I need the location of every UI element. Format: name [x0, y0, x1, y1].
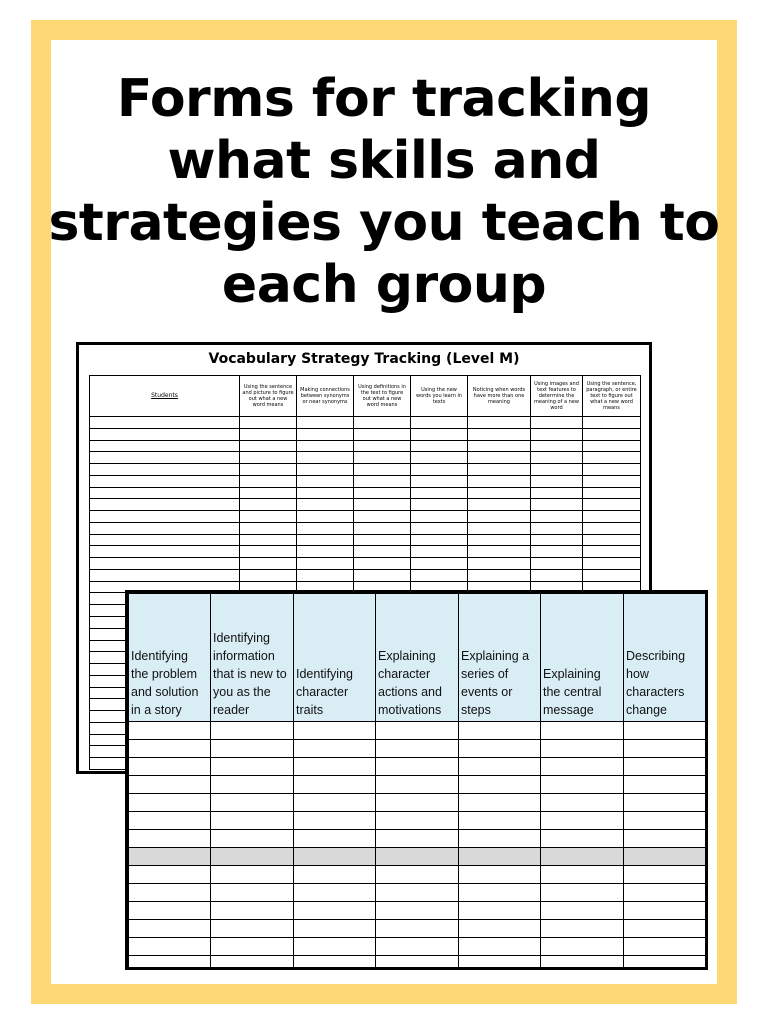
table-row	[90, 487, 641, 499]
empty-cell	[297, 428, 354, 440]
empty-cell	[211, 902, 294, 920]
empty-cell	[297, 417, 354, 429]
empty-cell	[531, 569, 583, 581]
empty-cell	[468, 534, 531, 546]
empty-cell	[211, 794, 294, 812]
empty-cell	[411, 499, 468, 511]
table-row	[90, 417, 641, 429]
empty-cell	[240, 511, 297, 523]
empty-cell	[583, 546, 641, 558]
empty-cell	[459, 866, 541, 884]
vocab-header-7: Using the sentence, paragraph, or entire text to figure out what a new word means	[583, 376, 641, 417]
empty-cell	[541, 830, 624, 848]
empty-cell	[297, 499, 354, 511]
headline-line-1: Forms for tracking	[116, 69, 652, 129]
empty-cell	[211, 812, 294, 830]
empty-cell	[90, 569, 240, 581]
headline-line-3: strategies you teach to	[48, 193, 720, 253]
empty-cell	[376, 902, 459, 920]
empty-cell	[583, 428, 641, 440]
vocab-header-5: Noticing when words have more than one meaning	[468, 376, 531, 417]
empty-cell	[468, 452, 531, 464]
empty-cell	[240, 487, 297, 499]
skills-header-4: Explaining character actions and motivations	[376, 594, 459, 722]
empty-cell	[459, 920, 541, 938]
empty-cell	[129, 956, 211, 971]
empty-cell	[459, 722, 541, 740]
empty-cell	[211, 776, 294, 794]
empty-cell	[624, 902, 706, 920]
empty-cell	[90, 487, 240, 499]
empty-cell	[240, 534, 297, 546]
table-row	[90, 534, 641, 546]
vocabulary-sheet-title: Vocabulary Strategy Tracking (Level M)	[208, 351, 520, 367]
empty-cell	[624, 758, 706, 776]
empty-cell	[240, 569, 297, 581]
empty-cell	[294, 812, 376, 830]
empty-cell	[459, 758, 541, 776]
empty-cell	[297, 569, 354, 581]
empty-cell	[468, 546, 531, 558]
empty-cell	[459, 794, 541, 812]
empty-cell	[531, 511, 583, 523]
empty-cell	[376, 938, 459, 956]
table-row	[129, 722, 706, 740]
empty-cell	[624, 956, 706, 971]
table-row	[90, 475, 641, 487]
empty-cell	[531, 464, 583, 476]
empty-cell	[468, 511, 531, 523]
empty-cell	[531, 522, 583, 534]
empty-cell	[411, 534, 468, 546]
empty-cell	[211, 740, 294, 758]
empty-cell	[90, 522, 240, 534]
table-row	[129, 794, 706, 812]
table-row	[90, 569, 641, 581]
empty-cell	[624, 938, 706, 956]
empty-cell	[624, 812, 706, 830]
empty-cell	[376, 956, 459, 971]
empty-cell	[294, 740, 376, 758]
empty-cell	[376, 812, 459, 830]
empty-cell	[354, 452, 411, 464]
empty-cell	[211, 758, 294, 776]
table-row	[129, 758, 706, 776]
empty-cell	[541, 776, 624, 794]
empty-cell	[294, 902, 376, 920]
empty-cell	[211, 722, 294, 740]
empty-cell	[541, 884, 624, 902]
empty-cell	[411, 417, 468, 429]
empty-cell	[129, 740, 211, 758]
empty-cell	[583, 534, 641, 546]
empty-cell	[411, 428, 468, 440]
empty-cell	[411, 546, 468, 558]
empty-cell	[211, 830, 294, 848]
empty-cell	[240, 428, 297, 440]
empty-cell	[294, 794, 376, 812]
empty-cell	[354, 569, 411, 581]
empty-cell	[129, 794, 211, 812]
vocab-header-6: Using images and text features to determine the meaning of a new word	[531, 376, 583, 417]
headline	[0, 68, 768, 316]
empty-cell	[459, 776, 541, 794]
table-row	[129, 740, 706, 758]
empty-cell	[541, 938, 624, 956]
empty-cell	[468, 499, 531, 511]
table-row	[129, 866, 706, 884]
empty-cell	[129, 902, 211, 920]
empty-cell	[411, 464, 468, 476]
empty-cell	[583, 499, 641, 511]
vocab-header-2: Making connections between synonyms or near synonyms	[297, 376, 354, 417]
table-row	[90, 499, 641, 511]
empty-cell	[531, 428, 583, 440]
empty-cell	[354, 522, 411, 534]
empty-cell	[583, 511, 641, 523]
empty-cell	[297, 464, 354, 476]
empty-cell	[129, 722, 211, 740]
empty-cell	[376, 848, 459, 866]
empty-cell	[294, 920, 376, 938]
table-row	[129, 848, 706, 866]
empty-cell	[468, 569, 531, 581]
empty-cell	[459, 812, 541, 830]
empty-cell	[129, 866, 211, 884]
empty-cell	[90, 417, 240, 429]
empty-cell	[376, 722, 459, 740]
empty-cell	[294, 830, 376, 848]
empty-cell	[294, 884, 376, 902]
empty-cell	[541, 848, 624, 866]
skills-tracking-table	[128, 593, 706, 970]
empty-cell	[297, 534, 354, 546]
empty-cell	[376, 794, 459, 812]
empty-cell	[624, 920, 706, 938]
empty-cell	[240, 546, 297, 558]
empty-cell	[294, 722, 376, 740]
empty-cell	[459, 956, 541, 971]
empty-cell	[240, 499, 297, 511]
empty-cell	[531, 546, 583, 558]
skills-tracking-sheet	[125, 590, 708, 970]
empty-cell	[354, 511, 411, 523]
vocab-header-1: Using the sentence and picture to figure out what a new word means	[240, 376, 297, 417]
empty-cell	[129, 758, 211, 776]
empty-cell	[624, 776, 706, 794]
empty-cell	[624, 848, 706, 866]
empty-cell	[129, 920, 211, 938]
empty-cell	[459, 848, 541, 866]
empty-cell	[297, 546, 354, 558]
empty-cell	[468, 417, 531, 429]
empty-cell	[297, 522, 354, 534]
empty-cell	[583, 569, 641, 581]
empty-cell	[211, 866, 294, 884]
empty-cell	[541, 794, 624, 812]
empty-cell	[459, 884, 541, 902]
skills-header-row	[129, 594, 706, 722]
empty-cell	[531, 534, 583, 546]
empty-cell	[376, 884, 459, 902]
empty-cell	[583, 522, 641, 534]
empty-cell	[294, 758, 376, 776]
empty-cell	[297, 558, 354, 570]
empty-cell	[468, 428, 531, 440]
empty-cell	[294, 776, 376, 794]
table-row	[129, 776, 706, 794]
table-row	[90, 511, 641, 523]
table-row	[90, 440, 641, 452]
empty-cell	[411, 558, 468, 570]
empty-cell	[459, 740, 541, 758]
empty-cell	[459, 902, 541, 920]
empty-cell	[376, 758, 459, 776]
empty-cell	[411, 511, 468, 523]
empty-cell	[468, 522, 531, 534]
empty-cell	[211, 920, 294, 938]
skills-header-1: Identifying the problem and solution in a story	[129, 594, 211, 722]
table-row	[129, 920, 706, 938]
empty-cell	[90, 452, 240, 464]
empty-cell	[294, 938, 376, 956]
empty-cell	[411, 440, 468, 452]
empty-cell	[531, 452, 583, 464]
skills-header-3: Identifying character traits	[294, 594, 376, 722]
empty-cell	[541, 722, 624, 740]
empty-cell	[583, 475, 641, 487]
empty-cell	[90, 534, 240, 546]
empty-cell	[354, 558, 411, 570]
vocab-header-students: Students	[90, 376, 240, 417]
empty-cell	[90, 546, 240, 558]
empty-cell	[354, 534, 411, 546]
empty-cell	[240, 464, 297, 476]
empty-cell	[297, 487, 354, 499]
empty-cell	[468, 487, 531, 499]
empty-cell	[541, 866, 624, 884]
empty-cell	[211, 884, 294, 902]
empty-cell	[624, 866, 706, 884]
skills-header-5: Explaining a series of events or steps	[459, 594, 541, 722]
table-row	[129, 830, 706, 848]
empty-cell	[294, 866, 376, 884]
empty-cell	[129, 938, 211, 956]
empty-cell	[211, 956, 294, 971]
empty-cell	[583, 464, 641, 476]
empty-cell	[624, 740, 706, 758]
empty-cell	[376, 776, 459, 794]
empty-cell	[354, 428, 411, 440]
empty-cell	[376, 740, 459, 758]
table-row	[129, 812, 706, 830]
empty-cell	[583, 417, 641, 429]
empty-cell	[624, 884, 706, 902]
skills-header-6: Explaining the central message	[541, 594, 624, 722]
empty-cell	[90, 499, 240, 511]
empty-cell	[411, 487, 468, 499]
empty-cell	[531, 558, 583, 570]
empty-cell	[354, 487, 411, 499]
table-row	[90, 452, 641, 464]
empty-cell	[541, 812, 624, 830]
empty-cell	[583, 558, 641, 570]
empty-cell	[624, 830, 706, 848]
empty-cell	[354, 546, 411, 558]
empty-cell	[376, 920, 459, 938]
empty-cell	[531, 487, 583, 499]
empty-cell	[531, 475, 583, 487]
empty-cell	[468, 558, 531, 570]
empty-cell	[297, 440, 354, 452]
empty-cell	[624, 794, 706, 812]
empty-cell	[541, 920, 624, 938]
empty-cell	[531, 499, 583, 511]
empty-cell	[90, 440, 240, 452]
table-row	[129, 938, 706, 956]
empty-cell	[354, 499, 411, 511]
headline-line-2: what skills and	[167, 131, 601, 191]
empty-cell	[541, 740, 624, 758]
empty-cell	[376, 830, 459, 848]
vocabulary-header-row	[90, 376, 641, 417]
empty-cell	[129, 830, 211, 848]
empty-cell	[354, 464, 411, 476]
empty-cell	[294, 956, 376, 971]
table-row	[129, 956, 706, 971]
empty-cell	[297, 511, 354, 523]
empty-cell	[129, 776, 211, 794]
empty-cell	[90, 558, 240, 570]
empty-cell	[354, 417, 411, 429]
empty-cell	[531, 440, 583, 452]
empty-cell	[129, 848, 211, 866]
empty-cell	[240, 452, 297, 464]
empty-cell	[411, 475, 468, 487]
empty-cell	[240, 475, 297, 487]
empty-cell	[354, 440, 411, 452]
empty-cell	[583, 452, 641, 464]
empty-cell	[129, 812, 211, 830]
table-row	[129, 902, 706, 920]
skills-header-7: Describing how characters change	[624, 594, 706, 722]
empty-cell	[297, 475, 354, 487]
empty-cell	[468, 464, 531, 476]
empty-cell	[294, 848, 376, 866]
empty-cell	[411, 569, 468, 581]
empty-cell	[468, 475, 531, 487]
skills-header-2: Identifying information that is new to you as the reader	[211, 594, 294, 722]
empty-cell	[211, 938, 294, 956]
empty-cell	[468, 440, 531, 452]
empty-cell	[541, 902, 624, 920]
empty-cell	[459, 938, 541, 956]
empty-cell	[90, 428, 240, 440]
empty-cell	[297, 452, 354, 464]
empty-cell	[240, 417, 297, 429]
empty-cell	[583, 487, 641, 499]
empty-cell	[240, 558, 297, 570]
table-row	[90, 558, 641, 570]
table-row	[129, 884, 706, 902]
empty-cell	[211, 848, 294, 866]
empty-cell	[129, 884, 211, 902]
empty-cell	[354, 475, 411, 487]
table-row	[90, 428, 641, 440]
empty-cell	[90, 475, 240, 487]
empty-cell	[376, 866, 459, 884]
empty-cell	[240, 440, 297, 452]
empty-cell	[541, 758, 624, 776]
empty-cell	[541, 956, 624, 971]
vocab-header-3: Using definitions in the text to figure out what a new word means	[354, 376, 411, 417]
empty-cell	[583, 440, 641, 452]
vocab-header-4: Using the new words you learn in texts	[411, 376, 468, 417]
empty-cell	[411, 522, 468, 534]
empty-cell	[459, 830, 541, 848]
table-row	[90, 546, 641, 558]
empty-cell	[411, 452, 468, 464]
empty-cell	[531, 417, 583, 429]
empty-cell	[240, 522, 297, 534]
empty-cell	[90, 511, 240, 523]
table-row	[90, 522, 641, 534]
headline-line-4: each group	[221, 255, 547, 315]
table-row	[90, 464, 641, 476]
empty-cell	[90, 464, 240, 476]
empty-cell	[624, 722, 706, 740]
